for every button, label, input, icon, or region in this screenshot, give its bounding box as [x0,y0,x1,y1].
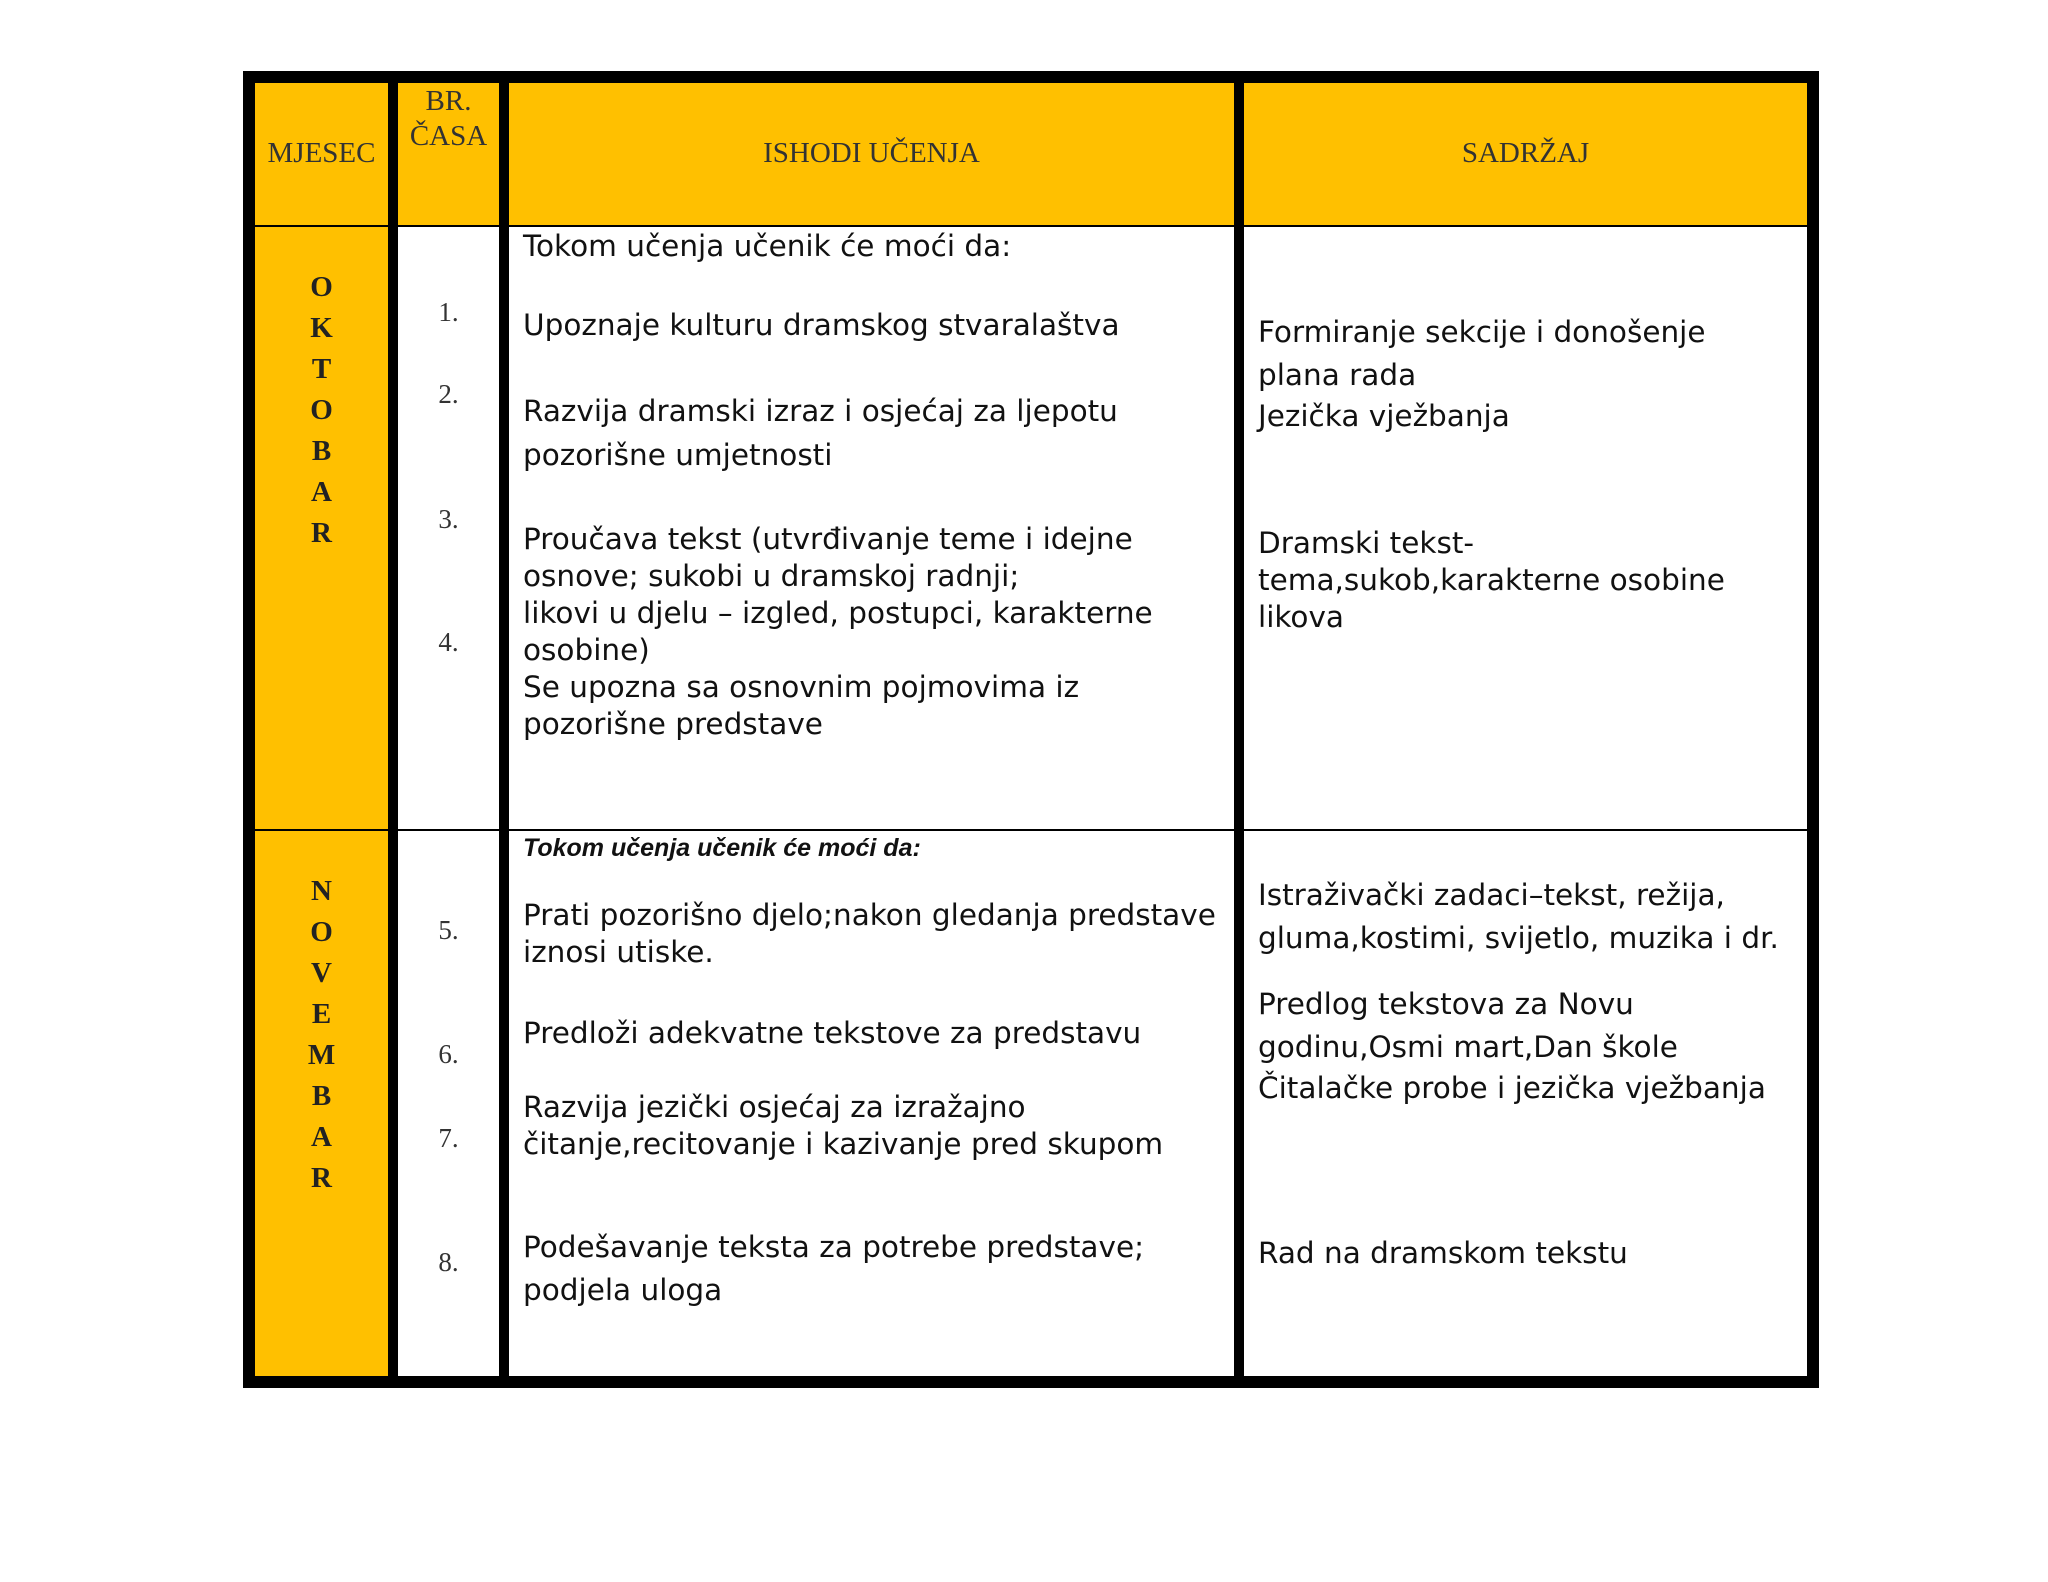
outcome-item: Prati pozorišno djelo;nakon gledanja predstave iznosi utiske. [523,898,1216,969]
month-cell-novembar [255,831,388,1376]
hours-cell-oktobar [398,227,499,829]
month-letter: N [311,875,332,907]
header-content-label: SADRŽAJ [1461,137,1590,170]
header-content [1244,83,1807,225]
outcome-item: Razvija jezički osjećaj za izražajno čitanje,recitovanje i kazivanje pred skupom [523,1090,1164,1161]
header-month [255,83,388,225]
content-item: Istraživački zadaci–tekst, režija, gluma,kostimi, svijetlo, muzika i dr. [1258,878,1779,955]
header-outcomes-label: ISHODI UČENJA [763,137,980,170]
hour-number: 8. [438,1247,459,1277]
month-letter: K [310,312,333,344]
month-letter: M [307,1039,336,1071]
outcomes-cell-novembar [509,831,1234,1376]
content-item: Rad na dramskom tekstu [1258,1236,1628,1270]
outcome-item: likovi u djelu – izgled, postupci, karakterne osobine) [523,596,1153,667]
month-letter: V [311,957,332,989]
hour-number: 3. [438,504,459,534]
month-name-oktobar [255,267,388,554]
content-item: Formiranje sekcije i donošenje plana rada [1258,315,1706,392]
month-name-novembar [255,871,388,1199]
month-letter: O [310,916,333,948]
outcome-item: Proučava tekst (utvrđivanje teme i idejne osnove; sukobi u dramskoj radnji; [523,522,1133,593]
hour-number: 4. [438,627,459,657]
outcome-item: Se upozna sa osnovnim pojmovima iz pozorišne predstave [523,670,1080,741]
hour-number: 1. [438,297,459,327]
header-month-label: MJESEC [267,137,376,170]
content-item: Čitalačke probe i jezička vježbanja [1258,1071,1766,1105]
content-item: Jezička vježbanja [1258,399,1510,433]
content-cell-oktobar [1244,227,1807,829]
month-letter: A [311,1121,332,1153]
hour-number: 7. [438,1123,459,1153]
month-letter: R [311,517,332,549]
outcomes-intro: Tokom učenja učenik će moći da: [523,834,921,862]
header-hours-line1: BR. [425,85,472,117]
hour-number: 2. [438,379,459,409]
header-hours [398,83,499,225]
plan-table [243,71,1819,1388]
month-letter: E [311,998,332,1030]
content-item: Predlog tekstova za Novu godinu,Osmi mart,Dan škole [1258,987,1678,1064]
month-letter: B [311,435,332,467]
outcomes-intro: Tokom učenja učenik će moći da: [523,229,1012,263]
outcome-item: Predloži adekvatne tekstove za predstavu [523,1016,1142,1050]
month-letter: O [310,394,333,426]
month-letter: A [311,476,332,508]
month-letter: T [311,353,332,385]
month-cell-oktobar [255,227,388,829]
month-letter: B [311,1080,332,1112]
hour-number: 6. [438,1039,459,1069]
header-hours-line2: ČASA [409,120,488,153]
outcome-item: Razvija dramski izraz i osjećaj za ljepotu pozorišne umjetnosti [523,394,1118,472]
month-letter: O [310,271,333,303]
outcome-item: Upoznaje kulturu dramskog stvaralaštva [523,308,1120,342]
content-cell-novembar [1244,831,1807,1376]
month-letter: R [311,1162,332,1194]
content-item: Dramski tekst-tema,sukob,karakterne osobine likova [1258,526,1725,634]
outcomes-cell-oktobar [509,227,1234,829]
header-outcomes [509,83,1234,225]
hour-number: 5. [438,915,459,945]
outcome-item: Podešavanje teksta za potrebe predstave; podjela uloga [523,1230,1145,1307]
hours-cell-novembar [398,831,499,1376]
